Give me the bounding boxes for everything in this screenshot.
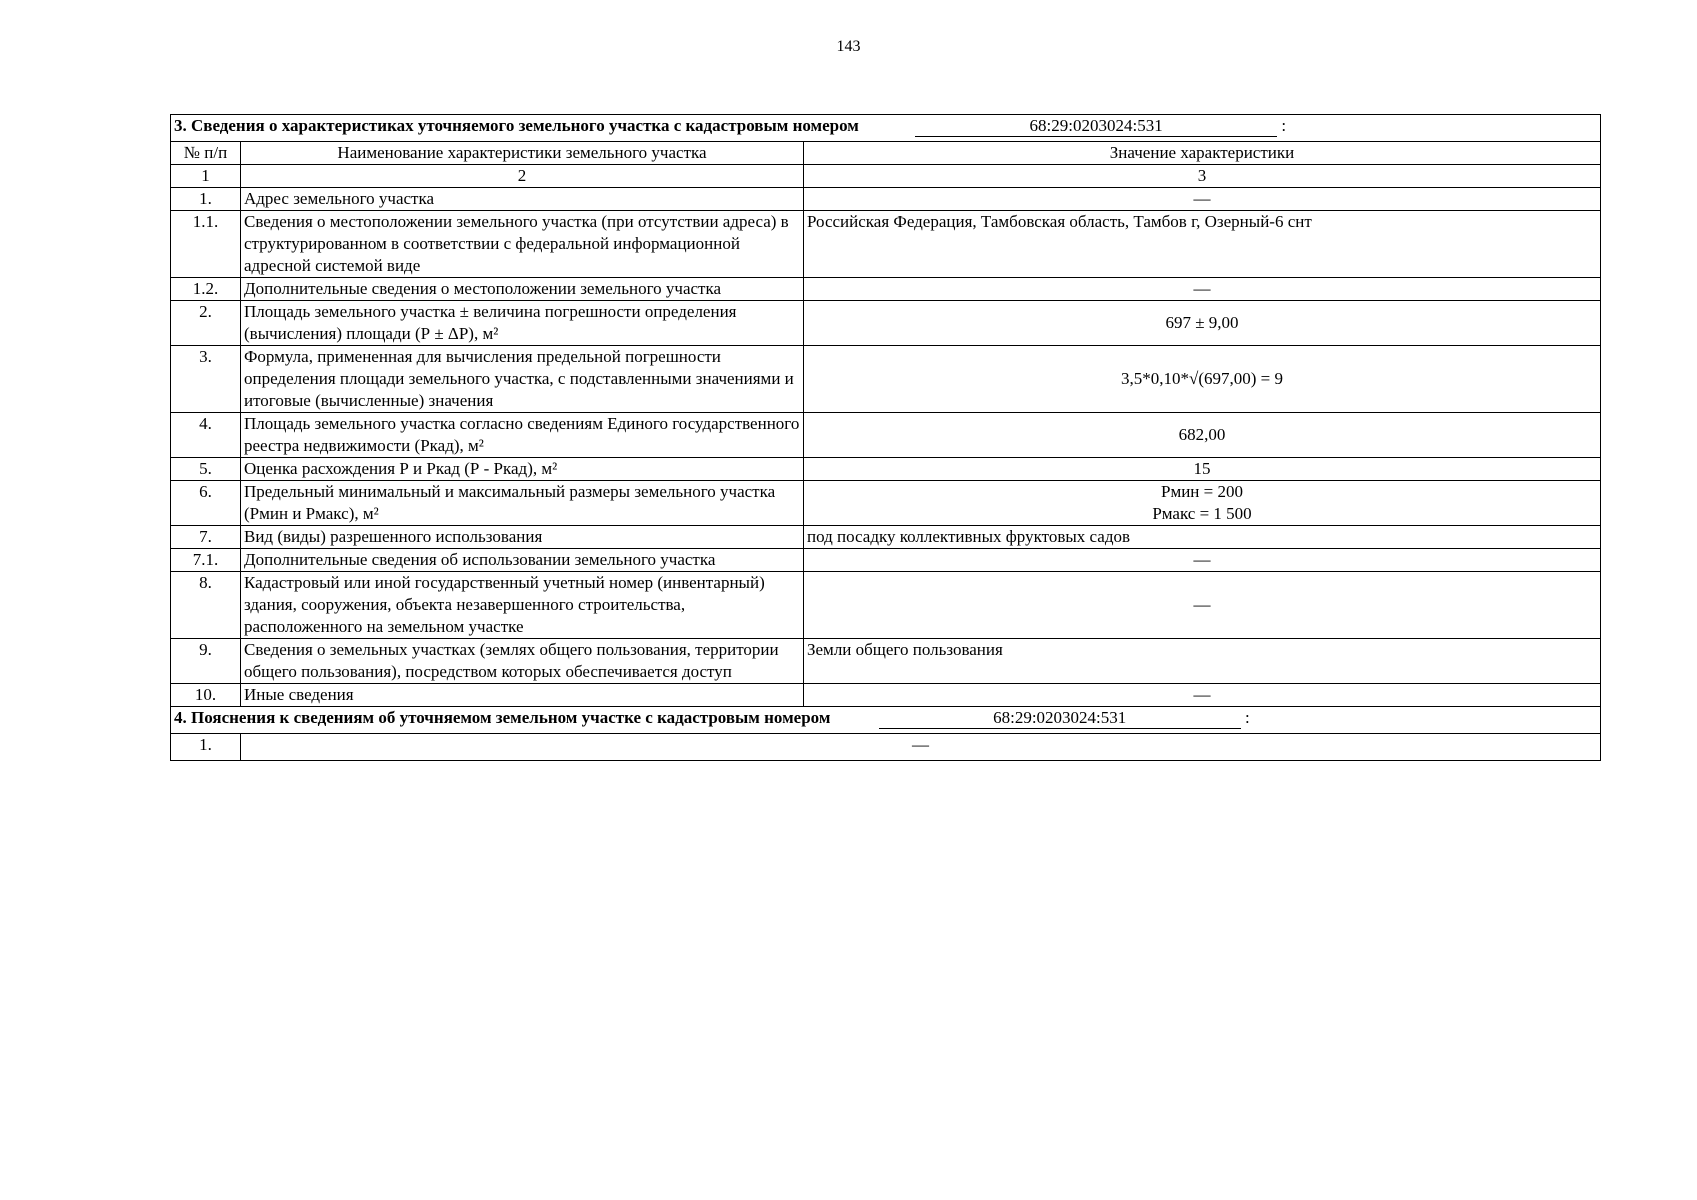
row-number: 5.	[171, 458, 241, 481]
section3-suffix: :	[1281, 116, 1287, 135]
column-header-row	[171, 142, 1601, 165]
col-index-1: 1	[171, 165, 241, 188]
table-row	[171, 639, 1601, 684]
table-row	[171, 188, 1601, 211]
table-row	[171, 278, 1601, 301]
table-row	[171, 346, 1601, 413]
section3-cadastral-number: 68:29:0203024:531	[915, 116, 1277, 137]
table-row	[171, 734, 1601, 761]
row-number: 3.	[171, 346, 241, 413]
row-value: —	[804, 278, 1601, 301]
row-name: Адрес земельного участка	[241, 188, 804, 211]
row-number: 8.	[171, 572, 241, 639]
row-value: —	[804, 684, 1601, 707]
num-header: № п/п	[171, 142, 241, 165]
table-row	[171, 211, 1601, 278]
row-name: Сведения о местоположении земельного участка (при отсутствии адреса) в структурированном в соответствии с федеральной информационной адресной системой виде	[241, 211, 804, 278]
row-value: под посадку коллективных фруктовых садов	[804, 526, 1601, 549]
row-number: 2.	[171, 301, 241, 346]
row-name: Площадь земельного участка согласно сведениям Единого государственного реестра недвижимости (Ркад), м²	[241, 413, 804, 458]
row-value: —	[241, 734, 1601, 761]
row-value: 15	[804, 458, 1601, 481]
value-header: Значение характеристики	[804, 142, 1601, 165]
table-row	[171, 572, 1601, 639]
section3-title: 3. Сведения о характеристиках уточняемого земельного участка с кадастровым номером	[174, 116, 859, 135]
row-name: Предельный минимальный и максимальный размеры земельного участка (Рмин и Рмакс), м²	[241, 481, 804, 526]
row-number: 1.	[171, 734, 241, 761]
row-number: 1.2.	[171, 278, 241, 301]
section4-cadastral-number: 68:29:0203024:531	[879, 708, 1241, 729]
row-name: Кадастровый или иной государственный учетный номер (инвентарный) здания, сооружения, объекта незавершенного строительства, расположенного на земельном участке	[241, 572, 804, 639]
max-size-value: Рмакс = 1 500	[1152, 504, 1252, 523]
row-name: Иные сведения	[241, 684, 804, 707]
table-row	[171, 526, 1601, 549]
row-name: Оценка расхождения Р и Ркад (Р - Ркад), м²	[241, 458, 804, 481]
section3-header-row	[171, 115, 1601, 142]
row-number: 7.1.	[171, 549, 241, 572]
section3-title-cell	[171, 115, 1601, 142]
row-number: 7.	[171, 526, 241, 549]
table-row	[171, 413, 1601, 458]
row-value: 3,5*0,10*√(697,00) = 9	[804, 346, 1601, 413]
row-value: Российская Федерация, Тамбовская область, Тамбов г, Озерный-6 снт	[804, 211, 1601, 278]
row-number: 9.	[171, 639, 241, 684]
col-index-3: 3	[804, 165, 1601, 188]
row-number: 10.	[171, 684, 241, 707]
row-name: Дополнительные сведения об использовании земельного участка	[241, 549, 804, 572]
table-row	[171, 481, 1601, 526]
column-index-row	[171, 165, 1601, 188]
characteristics-table	[170, 114, 1601, 761]
row-value: —	[804, 572, 1601, 639]
row-name: Вид (виды) разрешенного использования	[241, 526, 804, 549]
name-header: Наименование характеристики земельного участка	[241, 142, 804, 165]
row-name: Сведения о земельных участках (землях общего пользования, территории общего пользования), посредством которых обеспечивается доступ	[241, 639, 804, 684]
row-value: Земли общего пользования	[804, 639, 1601, 684]
row-value: 697 ± 9,00	[804, 301, 1601, 346]
page-number: 143	[836, 38, 861, 55]
row-number: 1.1.	[171, 211, 241, 278]
section4-header-row	[171, 707, 1601, 734]
row-value: 682,00	[804, 413, 1601, 458]
col-index-2: 2	[241, 165, 804, 188]
section4-title: 4. Пояснения к сведениям об уточняемом земельном участке с кадастровым номером	[174, 708, 831, 727]
row-number: 4.	[171, 413, 241, 458]
section4-title-cell	[171, 707, 1601, 734]
row-number: 1.	[171, 188, 241, 211]
row-value: —	[804, 188, 1601, 211]
row-number: 6.	[171, 481, 241, 526]
section4-suffix: :	[1244, 708, 1250, 727]
row-name: Дополнительные сведения о местоположении земельного участка	[241, 278, 804, 301]
row-value: —	[804, 549, 1601, 572]
table-row	[171, 549, 1601, 572]
table-row	[171, 301, 1601, 346]
table-row	[171, 684, 1601, 707]
row-name: Площадь земельного участка ± величина погрешности определения (вычисления) площади (Р ± ΔР), м²	[241, 301, 804, 346]
row-name: Формула, примененная для вычисления предельной погрешности определения площади земельного участка, с подставленными значениями и итоговые (вычисленные) значения	[241, 346, 804, 413]
row-value	[804, 481, 1601, 526]
table-row	[171, 458, 1601, 481]
min-size-value: Рмин = 200	[1161, 482, 1243, 501]
